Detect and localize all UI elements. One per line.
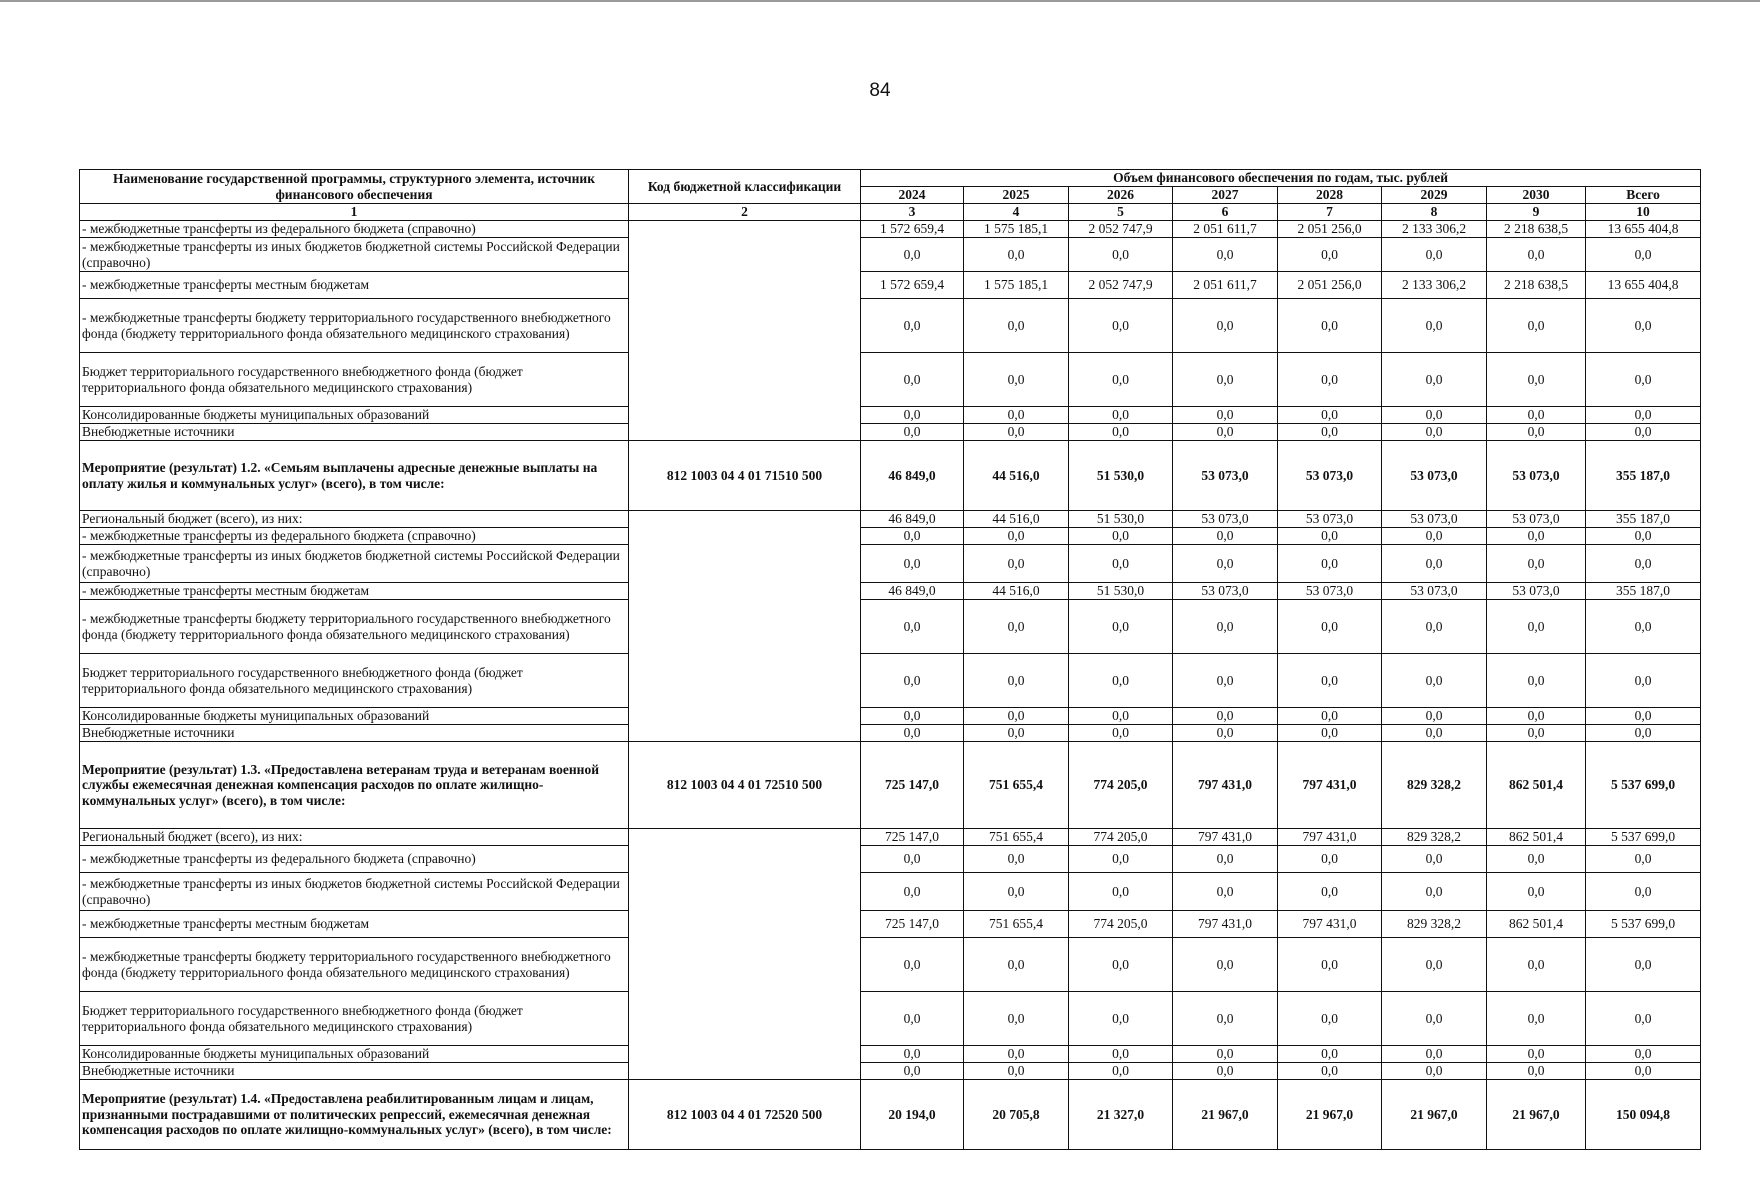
value-cell: 355 187,0	[1586, 441, 1701, 511]
value-cell: 0,0	[1487, 654, 1586, 708]
header-code: Код бюджетной классификации	[629, 170, 861, 204]
value-cell: 0,0	[964, 708, 1069, 725]
value-cell: 355 187,0	[1586, 583, 1701, 600]
value-cell: 21 967,0	[1173, 1080, 1278, 1150]
table-row	[80, 1080, 1701, 1150]
value-cell: 0,0	[1069, 1046, 1173, 1063]
table-row	[80, 829, 1701, 846]
value-cell: 0,0	[1278, 1046, 1382, 1063]
value-cell: 2 052 747,9	[1069, 272, 1173, 299]
budget-code-cell	[629, 829, 861, 1080]
value-cell: 0,0	[1278, 725, 1382, 742]
value-cell: 0,0	[1278, 600, 1382, 654]
value-cell: 2 051 611,7	[1173, 221, 1278, 238]
value-cell: 0,0	[1382, 299, 1487, 353]
value-cell: 0,0	[1586, 725, 1701, 742]
value-cell: 0,0	[861, 846, 964, 873]
table-row	[80, 725, 1701, 742]
table-row	[80, 846, 1701, 873]
table-row	[80, 528, 1701, 545]
table-row	[80, 873, 1701, 911]
value-cell: 0,0	[1487, 992, 1586, 1046]
value-cell: 862 501,4	[1487, 829, 1586, 846]
value-cell: 0,0	[1278, 353, 1382, 407]
value-cell: 829 328,2	[1382, 829, 1487, 846]
value-cell: 0,0	[1069, 725, 1173, 742]
value-cell: 51 530,0	[1069, 583, 1173, 600]
value-cell: 0,0	[1487, 528, 1586, 545]
row-label: Бюджет территориального государственного внебюджетного фонда (бюджет территориального фонда обязательного медицинского страхования)	[80, 654, 629, 708]
value-cell: 2 218 638,5	[1487, 272, 1586, 299]
value-cell: 862 501,4	[1487, 742, 1586, 829]
value-cell: 725 147,0	[861, 829, 964, 846]
value-cell: 2 052 747,9	[1069, 221, 1173, 238]
table-row	[80, 424, 1701, 441]
value-cell: 0,0	[1278, 424, 1382, 441]
value-cell: 53 073,0	[1487, 511, 1586, 528]
table-row	[80, 511, 1701, 528]
header-year: 2030	[1487, 187, 1586, 204]
financing-table	[79, 169, 1701, 1150]
value-cell: 0,0	[1382, 545, 1487, 583]
value-cell: 44 516,0	[964, 511, 1069, 528]
row-label: - межбюджетные трансферты из иных бюджетов бюджетной системы Российской Федерации (справочно)	[80, 238, 629, 272]
row-label: Внебюджетные источники	[80, 1063, 629, 1080]
column-number: 4	[964, 204, 1069, 221]
value-cell: 0,0	[1487, 424, 1586, 441]
value-cell: 44 516,0	[964, 441, 1069, 511]
table-row	[80, 545, 1701, 583]
table-row	[80, 742, 1701, 829]
value-cell: 829 328,2	[1382, 911, 1487, 938]
row-label: Внебюджетные источники	[80, 725, 629, 742]
row-label: - межбюджетные трансферты местным бюджетам	[80, 911, 629, 938]
header-total: Всего	[1586, 187, 1701, 204]
row-label: - межбюджетные трансферты из федерального бюджета (справочно)	[80, 221, 629, 238]
value-cell: 5 537 699,0	[1586, 742, 1701, 829]
value-cell: 0,0	[1278, 992, 1382, 1046]
value-cell: 0,0	[1173, 528, 1278, 545]
table-row	[80, 1046, 1701, 1063]
value-cell: 53 073,0	[1382, 511, 1487, 528]
row-label: Региональный бюджет (всего), из них:	[80, 511, 629, 528]
value-cell: 0,0	[1487, 407, 1586, 424]
value-cell: 0,0	[1173, 992, 1278, 1046]
value-cell: 0,0	[964, 407, 1069, 424]
value-cell: 51 530,0	[1069, 441, 1173, 511]
value-cell: 0,0	[964, 353, 1069, 407]
value-cell: 0,0	[861, 238, 964, 272]
value-cell: 0,0	[1069, 873, 1173, 911]
value-cell: 13 655 404,8	[1586, 221, 1701, 238]
value-cell: 53 073,0	[1278, 511, 1382, 528]
value-cell: 0,0	[1586, 545, 1701, 583]
value-cell: 0,0	[861, 992, 964, 1046]
value-cell: 751 655,4	[964, 742, 1069, 829]
value-cell: 0,0	[964, 600, 1069, 654]
value-cell: 0,0	[1382, 725, 1487, 742]
value-cell: 53 073,0	[1173, 583, 1278, 600]
value-cell: 774 205,0	[1069, 742, 1173, 829]
value-cell: 0,0	[861, 938, 964, 992]
value-cell: 0,0	[1069, 528, 1173, 545]
value-cell: 774 205,0	[1069, 911, 1173, 938]
table-row	[80, 299, 1701, 353]
value-cell: 0,0	[1382, 600, 1487, 654]
value-cell: 0,0	[1173, 353, 1278, 407]
budget-code-cell	[629, 221, 861, 441]
row-label: Консолидированные бюджеты муниципальных образований	[80, 407, 629, 424]
value-cell: 0,0	[964, 846, 1069, 873]
value-cell: 0,0	[1382, 1046, 1487, 1063]
value-cell: 0,0	[1069, 1063, 1173, 1080]
value-cell: 725 147,0	[861, 742, 964, 829]
value-cell: 0,0	[861, 600, 964, 654]
column-number: 7	[1278, 204, 1382, 221]
value-cell: 0,0	[1173, 873, 1278, 911]
value-cell: 0,0	[1278, 407, 1382, 424]
value-cell: 0,0	[1069, 992, 1173, 1046]
value-cell: 0,0	[964, 654, 1069, 708]
value-cell: 46 849,0	[861, 583, 964, 600]
value-cell: 0,0	[1278, 873, 1382, 911]
value-cell: 0,0	[1173, 238, 1278, 272]
value-cell: 1 572 659,4	[861, 272, 964, 299]
value-cell: 53 073,0	[1487, 583, 1586, 600]
value-cell: 0,0	[1586, 654, 1701, 708]
table-row	[80, 708, 1701, 725]
value-cell: 0,0	[1382, 938, 1487, 992]
value-cell: 2 133 306,2	[1382, 272, 1487, 299]
value-cell: 0,0	[1069, 238, 1173, 272]
value-cell: 797 431,0	[1278, 742, 1382, 829]
table-row	[80, 238, 1701, 272]
value-cell: 0,0	[964, 873, 1069, 911]
value-cell: 0,0	[1069, 708, 1173, 725]
value-cell: 0,0	[1586, 424, 1701, 441]
value-cell: 797 431,0	[1173, 742, 1278, 829]
value-cell: 0,0	[1382, 1063, 1487, 1080]
header-year: 2027	[1173, 187, 1278, 204]
value-cell: 46 849,0	[861, 511, 964, 528]
value-cell: 5 537 699,0	[1586, 829, 1701, 846]
value-cell: 0,0	[1487, 708, 1586, 725]
row-label: - межбюджетные трансферты из иных бюджетов бюджетной системы Российской Федерации (справочно)	[80, 545, 629, 583]
row-label: - межбюджетные трансферты местным бюджетам	[80, 583, 629, 600]
value-cell: 0,0	[1173, 299, 1278, 353]
table-row	[80, 407, 1701, 424]
value-cell: 751 655,4	[964, 911, 1069, 938]
value-cell: 0,0	[1173, 725, 1278, 742]
value-cell: 797 431,0	[1278, 911, 1382, 938]
value-cell: 0,0	[1173, 846, 1278, 873]
value-cell: 0,0	[1173, 600, 1278, 654]
budget-code-cell	[629, 511, 861, 742]
value-cell: 1 575 185,1	[964, 272, 1069, 299]
value-cell: 0,0	[964, 1063, 1069, 1080]
row-label: Внебюджетные источники	[80, 424, 629, 441]
value-cell: 0,0	[1382, 708, 1487, 725]
value-cell: 21 967,0	[1487, 1080, 1586, 1150]
value-cell: 0,0	[1487, 873, 1586, 911]
value-cell: 0,0	[861, 725, 964, 742]
value-cell: 51 530,0	[1069, 511, 1173, 528]
value-cell: 0,0	[861, 873, 964, 911]
row-label: - межбюджетные трансферты бюджету территориального государственного внебюджетного фонда (бюджету территориального фонда обязательного медицинского страхования)	[80, 938, 629, 992]
value-cell: 355 187,0	[1586, 511, 1701, 528]
value-cell: 21 967,0	[1278, 1080, 1382, 1150]
value-cell: 0,0	[1586, 528, 1701, 545]
value-cell: 0,0	[1278, 654, 1382, 708]
value-cell: 0,0	[861, 528, 964, 545]
value-cell: 0,0	[1487, 846, 1586, 873]
value-cell: 0,0	[964, 1046, 1069, 1063]
value-cell: 0,0	[1382, 238, 1487, 272]
value-cell: 0,0	[1586, 299, 1701, 353]
value-cell: 0,0	[1069, 600, 1173, 654]
table-row	[80, 272, 1701, 299]
value-cell: 0,0	[1586, 992, 1701, 1046]
table-row	[80, 1063, 1701, 1080]
row-label: - межбюджетные трансферты местным бюджетам	[80, 272, 629, 299]
value-cell: 1 572 659,4	[861, 221, 964, 238]
value-cell: 0,0	[1487, 938, 1586, 992]
value-cell: 53 073,0	[1173, 441, 1278, 511]
value-cell: 0,0	[964, 938, 1069, 992]
row-label: - межбюджетные трансферты бюджету территориального государственного внебюджетного фонда (бюджету территориального фонда обязательного медицинского страхования)	[80, 600, 629, 654]
value-cell: 46 849,0	[861, 441, 964, 511]
value-cell: 0,0	[1487, 600, 1586, 654]
value-cell: 0,0	[1278, 238, 1382, 272]
value-cell: 0,0	[861, 1046, 964, 1063]
value-cell: 0,0	[1278, 1063, 1382, 1080]
value-cell: 5 537 699,0	[1586, 911, 1701, 938]
page-top-border	[0, 0, 1760, 2]
row-label: Бюджет территориального государственного внебюджетного фонда (бюджет территориального фонда обязательного медицинского страхования)	[80, 992, 629, 1046]
value-cell: 0,0	[861, 424, 964, 441]
value-cell: 20 705,8	[964, 1080, 1069, 1150]
row-label: - межбюджетные трансферты из федерального бюджета (справочно)	[80, 846, 629, 873]
row-label: Консолидированные бюджеты муниципальных образований	[80, 1046, 629, 1063]
value-cell: 0,0	[1069, 299, 1173, 353]
value-cell: 0,0	[1382, 424, 1487, 441]
table-row	[80, 353, 1701, 407]
value-cell: 0,0	[1382, 654, 1487, 708]
measure-title: Мероприятие (результат) 1.2. «Семьям выплачены адресные денежные выплаты на оплату жилья и коммунальных услуг» (всего), в том числе:	[80, 441, 629, 511]
value-cell: 0,0	[1586, 846, 1701, 873]
value-cell: 0,0	[1173, 938, 1278, 992]
value-cell: 0,0	[964, 528, 1069, 545]
value-cell: 53 073,0	[1382, 583, 1487, 600]
value-cell: 0,0	[1586, 238, 1701, 272]
table-row	[80, 583, 1701, 600]
value-cell: 0,0	[1382, 873, 1487, 911]
value-cell: 0,0	[1382, 353, 1487, 407]
table-row	[80, 938, 1701, 992]
budget-code: 812 1003 04 4 01 72510 500	[629, 742, 861, 829]
value-cell: 0,0	[1382, 846, 1487, 873]
column-number: 3	[861, 204, 964, 221]
value-cell: 797 431,0	[1173, 829, 1278, 846]
value-cell: 774 205,0	[1069, 829, 1173, 846]
value-cell: 2 051 256,0	[1278, 221, 1382, 238]
value-cell: 0,0	[1173, 1063, 1278, 1080]
column-number: 8	[1382, 204, 1487, 221]
column-number: 10	[1586, 204, 1701, 221]
header-year: 2024	[861, 187, 964, 204]
header-volume: Объем финансового обеспечения по годам, тыс. рублей	[861, 170, 1701, 187]
value-cell: 0,0	[1069, 654, 1173, 708]
row-label: - межбюджетные трансферты из федерального бюджета (справочно)	[80, 528, 629, 545]
value-cell: 0,0	[861, 708, 964, 725]
column-number: 1	[80, 204, 629, 221]
value-cell: 0,0	[1278, 299, 1382, 353]
value-cell: 44 516,0	[964, 583, 1069, 600]
value-cell: 797 431,0	[1173, 911, 1278, 938]
value-cell: 0,0	[1173, 1046, 1278, 1063]
value-cell: 0,0	[1586, 353, 1701, 407]
value-cell: 0,0	[1278, 545, 1382, 583]
value-cell: 0,0	[1278, 938, 1382, 992]
row-label: Региональный бюджет (всего), из них:	[80, 829, 629, 846]
table-row	[80, 992, 1701, 1046]
table-row	[80, 654, 1701, 708]
value-cell: 0,0	[1382, 528, 1487, 545]
value-cell: 0,0	[964, 725, 1069, 742]
header-year: 2025	[964, 187, 1069, 204]
header-year: 2029	[1382, 187, 1487, 204]
value-cell: 0,0	[1487, 1063, 1586, 1080]
value-cell: 751 655,4	[964, 829, 1069, 846]
value-cell: 53 073,0	[1278, 441, 1382, 511]
column-number: 9	[1487, 204, 1586, 221]
value-cell: 0,0	[964, 299, 1069, 353]
value-cell: 0,0	[1173, 407, 1278, 424]
value-cell: 0,0	[964, 992, 1069, 1046]
value-cell: 0,0	[1278, 708, 1382, 725]
page-number: 84	[869, 80, 891, 101]
table-row	[80, 600, 1701, 654]
column-number: 5	[1069, 204, 1173, 221]
value-cell: 0,0	[1586, 873, 1701, 911]
value-cell: 0,0	[1069, 424, 1173, 441]
measure-title: Мероприятие (результат) 1.4. «Предоставлена реабилитированным лицам и лицам, признанными пострадавшими от политических репрессий, ежемесячная денежная компенсация расходов по оплате жилищно-коммунальных услуг» (всего), в том числе:	[80, 1080, 629, 1150]
value-cell: 53 073,0	[1487, 441, 1586, 511]
value-cell: 53 073,0	[1278, 583, 1382, 600]
value-cell: 0,0	[861, 299, 964, 353]
row-label: - межбюджетные трансферты бюджету территориального государственного внебюджетного фонда (бюджету территориального фонда обязательного медицинского страхования)	[80, 299, 629, 353]
value-cell: 0,0	[1069, 353, 1173, 407]
value-cell: 0,0	[1487, 299, 1586, 353]
table-row	[80, 441, 1701, 511]
value-cell: 0,0	[1586, 407, 1701, 424]
value-cell: 0,0	[1173, 424, 1278, 441]
budget-code: 812 1003 04 4 01 71510 500	[629, 441, 861, 511]
value-cell: 797 431,0	[1278, 829, 1382, 846]
value-cell: 0,0	[861, 545, 964, 583]
value-cell: 0,0	[861, 353, 964, 407]
budget-code: 812 1003 04 4 01 72520 500	[629, 1080, 861, 1150]
value-cell: 0,0	[1173, 545, 1278, 583]
value-cell: 0,0	[1173, 654, 1278, 708]
row-label: Консолидированные бюджеты муниципальных образований	[80, 708, 629, 725]
value-cell: 0,0	[1586, 1063, 1701, 1080]
value-cell: 21 967,0	[1382, 1080, 1487, 1150]
column-number: 6	[1173, 204, 1278, 221]
measure-title: Мероприятие (результат) 1.3. «Предоставлена ветеранам труда и ветеранам военной службы ежемесячная денежная компенсация расходов по оплате жилищно-коммунальных услуг» (всего), в том числе:	[80, 742, 629, 829]
value-cell: 0,0	[1069, 846, 1173, 873]
value-cell: 0,0	[1069, 938, 1173, 992]
value-cell: 0,0	[1487, 238, 1586, 272]
value-cell: 0,0	[1278, 846, 1382, 873]
value-cell: 2 133 306,2	[1382, 221, 1487, 238]
value-cell: 53 073,0	[1382, 441, 1487, 511]
value-cell: 725 147,0	[861, 911, 964, 938]
value-cell: 13 655 404,8	[1586, 272, 1701, 299]
value-cell: 0,0	[964, 545, 1069, 583]
column-number: 2	[629, 204, 861, 221]
value-cell: 0,0	[1173, 708, 1278, 725]
header-name: Наименование государственной программы, структурного элемента, источник финансового обеспечения	[80, 170, 629, 204]
row-label: - межбюджетные трансферты из иных бюджетов бюджетной системы Российской Федерации (справочно)	[80, 873, 629, 911]
value-cell: 0,0	[1586, 1046, 1701, 1063]
header-year: 2026	[1069, 187, 1173, 204]
value-cell: 0,0	[1069, 545, 1173, 583]
value-cell: 0,0	[861, 1063, 964, 1080]
table-row	[80, 911, 1701, 938]
value-cell: 53 073,0	[1173, 511, 1278, 528]
header-year: 2028	[1278, 187, 1382, 204]
row-label: Бюджет территориального государственного внебюджетного фонда (бюджет территориального фонда обязательного медицинского страхования)	[80, 353, 629, 407]
value-cell: 1 575 185,1	[964, 221, 1069, 238]
value-cell: 0,0	[1382, 407, 1487, 424]
value-cell: 2 051 611,7	[1173, 272, 1278, 299]
table-row	[80, 221, 1701, 238]
value-cell: 0,0	[1382, 992, 1487, 1046]
value-cell: 0,0	[964, 424, 1069, 441]
value-cell: 0,0	[964, 238, 1069, 272]
value-cell: 0,0	[1586, 938, 1701, 992]
value-cell: 0,0	[861, 407, 964, 424]
value-cell: 0,0	[1487, 1046, 1586, 1063]
value-cell: 0,0	[861, 654, 964, 708]
value-cell: 2 218 638,5	[1487, 221, 1586, 238]
value-cell: 20 194,0	[861, 1080, 964, 1150]
value-cell: 862 501,4	[1487, 911, 1586, 938]
value-cell: 829 328,2	[1382, 742, 1487, 829]
value-cell: 0,0	[1487, 353, 1586, 407]
value-cell: 0,0	[1586, 708, 1701, 725]
value-cell: 150 094,8	[1586, 1080, 1701, 1150]
value-cell: 0,0	[1487, 725, 1586, 742]
value-cell: 0,0	[1586, 600, 1701, 654]
value-cell: 0,0	[1278, 528, 1382, 545]
value-cell: 2 051 256,0	[1278, 272, 1382, 299]
value-cell: 0,0	[1069, 407, 1173, 424]
value-cell: 0,0	[1487, 545, 1586, 583]
value-cell: 21 327,0	[1069, 1080, 1173, 1150]
